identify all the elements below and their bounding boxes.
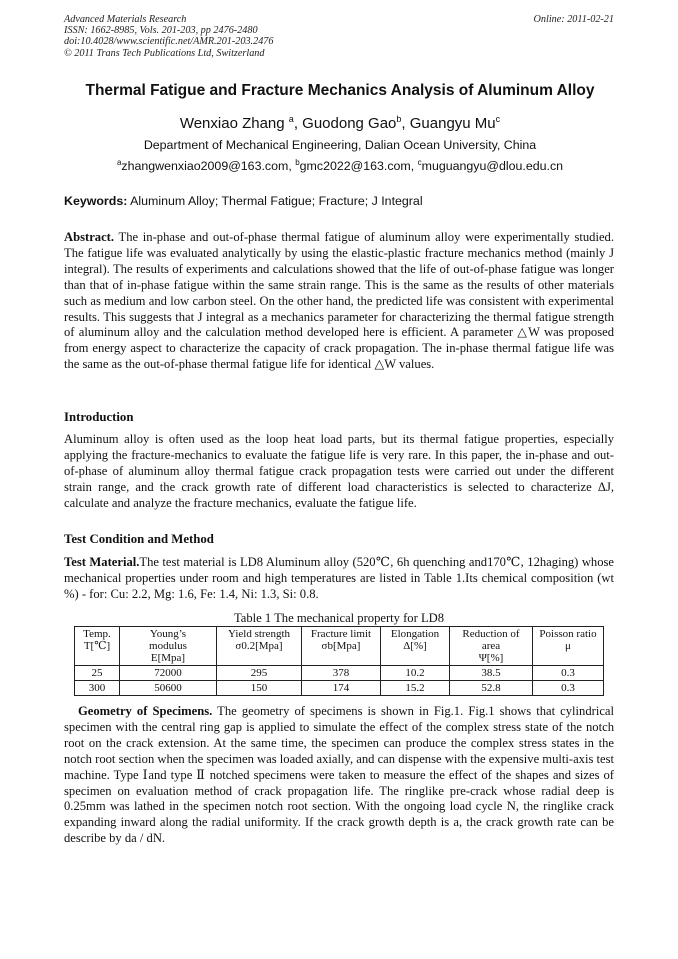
table-header-cell: Poisson ratio μ: [533, 627, 604, 666]
table-cell: 300: [75, 681, 120, 696]
author-name: Wenxiao Zhang: [179, 115, 285, 132]
email-address[interactable]: muguangyu@dlou.edu.cn: [421, 159, 564, 174]
table-cell: 25: [75, 666, 120, 681]
table-header-cell: Young’s modulus E[Mpa]: [120, 627, 217, 666]
email-mark: a: [116, 158, 122, 167]
test-material-paragraph: [64, 555, 614, 603]
table-cell: 0.3: [533, 666, 604, 681]
introduction-heading: Introduction: [64, 410, 134, 424]
affiliation: Department of Mechanical Engineering, Dalian Ocean University, China: [143, 138, 537, 152]
table-cell: 72000: [120, 666, 217, 681]
table-cell: 295: [217, 666, 302, 681]
table-caption: Table 1 The mechanical property for LD8: [233, 611, 445, 625]
test-material-label: Test Material.: [64, 555, 140, 569]
table-header-cell: Fracture limit σb[Mpa]: [302, 627, 381, 666]
email-list: $^a$zhangwenxiao2009@163.com, $^b$gmc2022@163.com, $^c$muguangyu@dlou.edu.cn: [116, 158, 564, 174]
email-address[interactable]: zhangwenxiao2009@163.com: [121, 159, 289, 174]
keywords-text: Aluminum Alloy; Thermal Fatigue; Fracture; J Integral: [130, 194, 423, 208]
geometry-label: Geometry of Specimens.: [78, 704, 213, 718]
abstract: [64, 230, 614, 373]
email-address[interactable]: gmc2022@163.com: [299, 159, 411, 174]
issn-line: ISSN: 1662-8985, Vols. 201-203, pp 2476-2480: [64, 25, 258, 37]
email-mark: b: [295, 158, 300, 167]
keywords-label: Keywords:: [64, 194, 128, 208]
keywords: [64, 194, 614, 208]
abstract-text: The in-phase and out-of-phase thermal fatigue of aluminum alloy were experimentally studied. The fatigue life was evaluated analytically by using the elastic-plastic fracture mechanics method (mainly J integral). The results of experiments and calculations showed that the life of out-of-phase fatigue was longer than that of in-phase fatigue within the same strain range. This is the same as the results of other materials such as medium and low carbon steel. On the other hand, the predicted life was consistent with experimental results. This suggests that J integral as a mechanics parameter for characterizing the thermal fatigue strength of aluminum alloy and the calculation method developed here is efficient. A parameter △W was proposed from energy aspect to characterize the capacity of crack propagation. The in-phase thermal fatigue life was the same as the out-of-phase thermal fatigue life for identical △W values.: [64, 230, 615, 372]
table-header-cell: Temp. T[℃]: [75, 627, 120, 666]
test-material-text: The test material is LD8 Aluminum alloy (520℃, 6h quenching and170℃, 12haging) whose mechanical properties under room and high temperatures are listed in Table 1.Its chemical composition (wt %) - for: Cu: 2.2, Mg: 1.6, Fe: 1.4, Ni: 1.3, Si: 0.8.: [64, 555, 614, 601]
author-affil-mark: b: [396, 114, 402, 124]
journal-header: [64, 14, 614, 59]
table-cell: 174: [302, 681, 381, 696]
abstract-label: Abstract.: [64, 230, 115, 244]
author-affil-mark: c: [495, 114, 501, 124]
copyright-line: © 2011 Trans Tech Publications Ltd, Switzerland: [64, 47, 265, 59]
table-row: [75, 666, 604, 681]
author-affil-mark: a: [288, 114, 294, 124]
table-cell: 52.8: [450, 681, 533, 696]
email-mark: c: [417, 158, 422, 167]
table-cell: 38.5: [450, 666, 533, 681]
table-row: [75, 681, 604, 696]
table-cell: 15.2: [381, 681, 450, 696]
journal-name: Advanced Materials Research: [64, 14, 187, 25]
author-name: Guodong Gao: [302, 115, 397, 132]
table-cell: 150: [217, 681, 302, 696]
author-list: Wenxiao Zhang $^a$, Guodong Gao$^b$, Guangyu Mu$^c$: [179, 114, 501, 132]
author-name: Guangyu Mu: [409, 115, 496, 132]
test-condition-heading: Test Condition and Method: [64, 532, 214, 546]
paper-title: Thermal Fatigue and Fracture Mechanics Analysis of Aluminum Alloy: [85, 82, 595, 99]
introduction-text: Aluminum alloy is often used as the loop heat load parts, but its thermal fatigue properties, especially applying the fracture-mechanics to evaluate the fatigue life is very rare. In this paper, the in-phase and out-of-phase of aluminum alloy thermal fatigue crack propagation tests were carried out under the different strain range, and the crack growth rate of different load characteristics is selected to characterize ΔJ, calculate and analyze the fracture mechanics, evaluate the fatigue life.: [64, 432, 614, 510]
mechanical-property-table: [74, 626, 604, 696]
geometry-text: The geometry of specimens is shown in Fig.1. Fig.1 shows that cylindrical specimen with the central ring gap is applied to simulate the effect of the complex stress state of the notch root on the crack extension. At the same time, the specimen can produce the complex stress states in the notch root section when the specimen was loaded axially, and can dispense with the expensive multi-axis test machine. Type Ⅰand type Ⅱ notched specimens were taken to measure the effect of the shapes and sizes of specimen on evaluation method of crack propagation life. The ringlike pre-crack whose radial deep is 0.25mm was lathed in the specimen notch root section. With the ongoing load cycle N, the ringlike crack expanding inward along the radial uniformity. If the crack growth depth is a, the crack growth rate can be describe by da / dN.: [64, 704, 615, 846]
table-header-cell: Reduction of area Ψ[%]: [450, 627, 533, 666]
table-header-cell: Yield strength σ0.2[Mpa]: [217, 627, 302, 666]
online-date: Online: 2011-02-21: [533, 14, 614, 25]
table-header-cell: Elongation Δ[%]: [381, 627, 450, 666]
table-header-row: [75, 627, 604, 666]
table-cell: 50600: [120, 681, 217, 696]
table-cell: 10.2: [381, 666, 450, 681]
table-cell: 0.3: [533, 681, 604, 696]
doi-line: doi:10.4028/www.scientific.net/AMR.201-203.2476: [64, 36, 274, 48]
table-cell: 378: [302, 666, 381, 681]
geometry-paragraph: [64, 704, 614, 847]
